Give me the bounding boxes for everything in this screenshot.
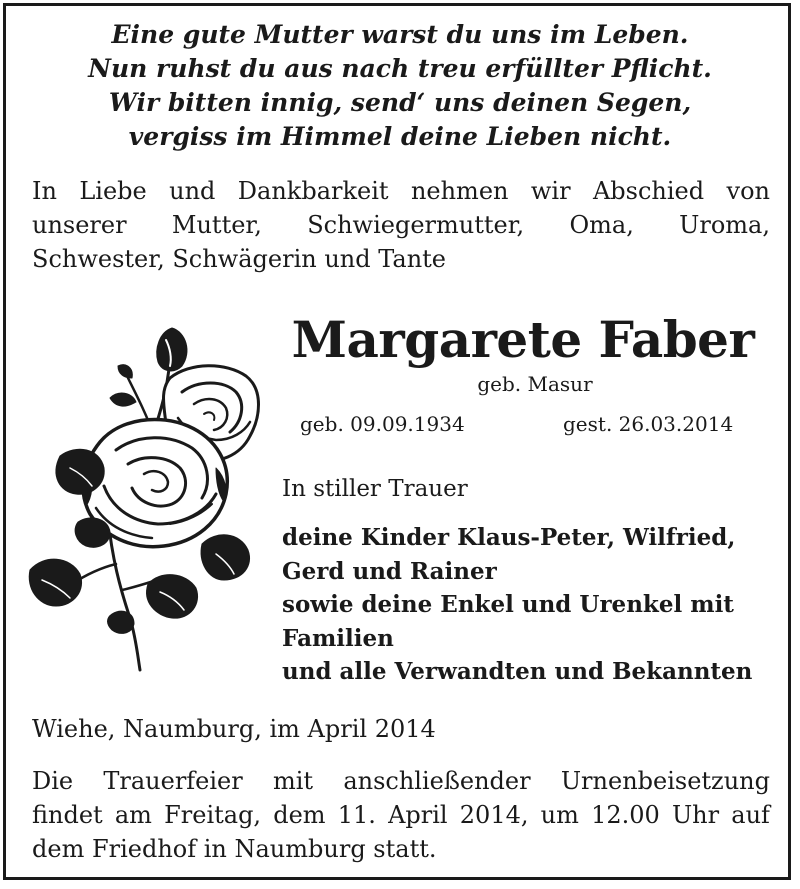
- word: und: [169, 177, 216, 205]
- poem-line: Wir bitten innig, send‘ uns deinen Segen,: [108, 88, 692, 117]
- family-line: deine Kinder Klaus-Peter, Wilfried,: [282, 524, 736, 551]
- intro-line-1: [32, 174, 770, 208]
- word: 11.: [337, 801, 376, 829]
- family-line: Gerd und Rainer: [282, 557, 497, 585]
- maiden-name: geb. Masur: [477, 372, 593, 396]
- family-list: [282, 521, 782, 689]
- death-date: gest. 26.03.2014: [563, 412, 734, 436]
- word: anschließender: [343, 767, 531, 795]
- place-date: Wiehe, Naumburg, im April 2014: [32, 715, 436, 743]
- word: Schwiegermutter,: [307, 211, 525, 239]
- word: mit: [272, 767, 314, 795]
- word: Liebe: [79, 177, 147, 205]
- word: Uhr: [671, 801, 720, 829]
- service-line-2: [32, 798, 770, 832]
- word: Oma,: [569, 211, 634, 239]
- service-line-1: [32, 764, 770, 798]
- word: In: [32, 177, 57, 205]
- mourning-label: In stiller Trauer: [282, 476, 468, 502]
- word: um: [540, 801, 579, 829]
- word: auf: [731, 801, 770, 829]
- intro-text: [32, 174, 770, 276]
- word: April: [388, 801, 448, 829]
- birth-date: geb. 09.09.1934: [300, 412, 465, 436]
- poem-line: vergiss im Himmel deine Lieben nicht.: [128, 122, 672, 151]
- word: dem: [273, 801, 326, 829]
- word: 2014,: [459, 801, 529, 829]
- poem: [0, 18, 800, 154]
- word: Trauerfeier: [103, 767, 243, 795]
- word: nehmen: [410, 177, 509, 205]
- poem-line: Nun ruhst du aus nach treu erfüllter Pflicht.: [88, 54, 712, 83]
- word: Dankbarkeit: [237, 177, 389, 205]
- word: Mutter,: [171, 211, 262, 239]
- intro-line-2: [32, 208, 770, 242]
- word: Die: [32, 767, 74, 795]
- word: 12.00: [591, 801, 660, 829]
- word: unserer: [32, 211, 127, 239]
- word: von: [726, 177, 770, 205]
- deceased-name: Margarete Faber: [291, 310, 755, 369]
- rose-illustration: [20, 318, 270, 678]
- intro-line-3: Schwester, Schwägerin und Tante: [32, 245, 446, 273]
- poem-line: Eine gute Mutter warst du uns im Leben.: [111, 20, 689, 49]
- word: wir: [530, 177, 571, 205]
- word: Freitag,: [164, 801, 262, 829]
- family-line: Familien: [282, 624, 394, 652]
- word: Uroma,: [679, 211, 770, 239]
- family-line: und alle Verwandten und Bekannten: [282, 658, 753, 685]
- service-info: [32, 764, 770, 866]
- word: Abschied: [592, 177, 705, 205]
- word: Urnenbeisetzung: [560, 767, 770, 795]
- word: findet: [32, 801, 103, 829]
- word: am: [114, 801, 152, 829]
- family-line: sowie deine Enkel und Urenkel mit: [282, 591, 734, 618]
- service-line-3: dem Friedhof in Naumburg statt.: [32, 835, 437, 863]
